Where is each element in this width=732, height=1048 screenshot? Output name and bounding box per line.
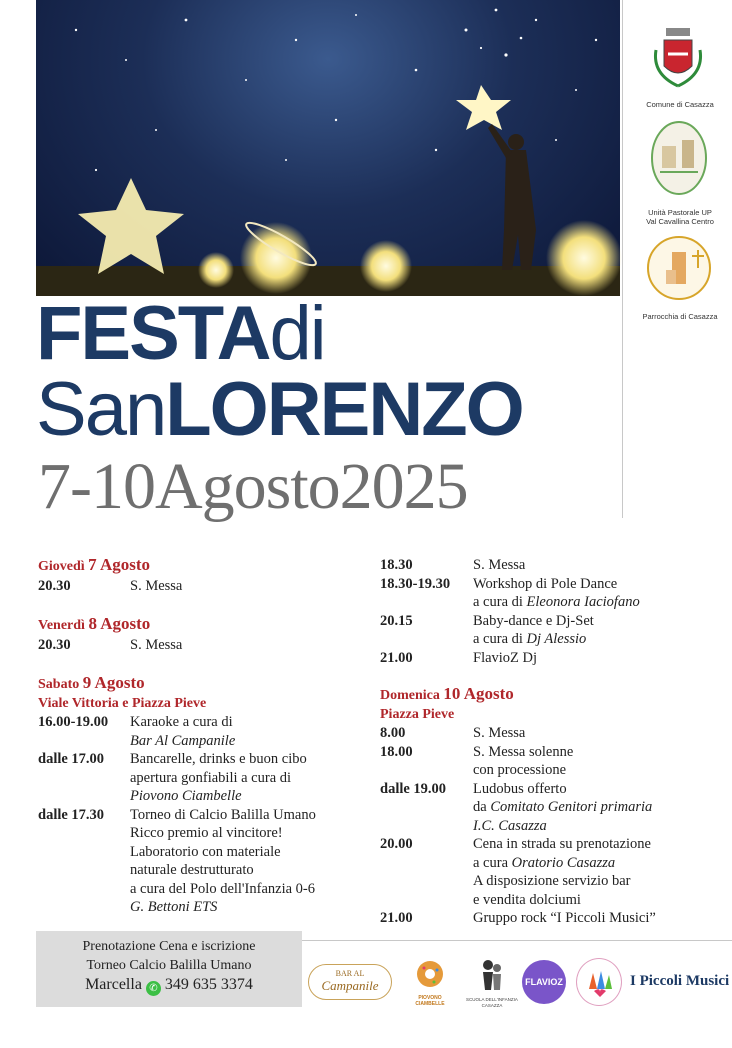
- comune-caption: Comune di Casazza: [646, 100, 714, 109]
- row-time: 21.00: [380, 649, 413, 666]
- day-heading: [38, 615, 378, 636]
- row-event: S. Messa: [130, 636, 183, 653]
- starry-sky-illustration: [36, 0, 620, 296]
- unita-caption: Unità Pastorale UP Val Cavallina Centro: [646, 208, 714, 227]
- schedule-row: [38, 636, 378, 655]
- booking-line-2: Torneo Calcio Balilla Umano: [86, 958, 252, 973]
- row-event: Ludobus offerto da Comitato Genitori primaria I.C. Casazza: [473, 780, 653, 834]
- comune-crest-icon: [650, 26, 706, 92]
- schedule-row: [380, 724, 730, 743]
- day-date: 9 Agosto: [82, 673, 145, 692]
- row-event: FlavioZ Dj: [473, 649, 538, 666]
- row-event: S. Messa: [473, 725, 526, 741]
- day-heading: [38, 674, 378, 695]
- horizontal-divider: [302, 940, 732, 941]
- day-heading: [38, 556, 378, 577]
- donut-icon: [410, 958, 450, 990]
- contact-phone[interactable]: 349 635 3374: [164, 976, 253, 993]
- row-time: 20.00: [380, 836, 413, 852]
- sponsor-bar-campanile: BAR AL Campanile: [308, 964, 392, 1000]
- row-time: 18.30: [380, 557, 413, 573]
- sponsor-scuola-infanzia: SCUOLA DELL'INFANZIA CASAZZA: [466, 958, 518, 1008]
- row-time: 21.00: [380, 910, 413, 926]
- vertical-divider: [622, 0, 623, 518]
- schedule-row: [380, 649, 730, 668]
- sponsor-flavioz-dj: FLAVIOZ DJ: [522, 960, 566, 1004]
- title-di: di: [269, 291, 325, 376]
- row-time: 18.00: [380, 743, 413, 760]
- day-heading: [380, 685, 730, 706]
- weekday: Domenica: [380, 688, 440, 703]
- row-time: dalle 17.30: [38, 806, 105, 823]
- row-event: S. Messa: [473, 557, 526, 573]
- schedule-row: [38, 750, 378, 806]
- title-line-1: [36, 291, 325, 376]
- row-time: 8.00: [380, 725, 406, 741]
- row-event: Cena in strada su prenotazione a cura Oratorio Casazza A disposizione servizio bar e vendita dolciumi: [473, 836, 651, 908]
- row-event: Torneo di Calcio Balilla Umano Ricco premio al vincitore! Laboratorio con materiale naturale destrutturato a cura del Polo dell'Infanzia 0-6 G. Bettoni ETS: [130, 806, 316, 915]
- row-time: 20.30: [38, 636, 71, 653]
- row-event: S. Messa solenne con processione: [473, 743, 574, 778]
- row-time: dalle 17.00: [38, 751, 105, 767]
- title-festa: FESTA: [36, 291, 270, 376]
- row-event: Workshop di Pole Dance a cura di Eleonora Iaciofano: [473, 575, 640, 610]
- schedule-left: [38, 556, 378, 917]
- contact-name: Marcella: [85, 976, 142, 993]
- row-time: 18.30-19.30: [380, 575, 451, 592]
- parrocchia-caption: Parrocchia di Casazza: [642, 312, 718, 321]
- weekday: Giovedì: [38, 559, 85, 574]
- row-event: Gruppo rock “I Piccoli Musici”: [473, 910, 656, 926]
- schedule-row: [38, 806, 378, 917]
- booking-box: [36, 931, 302, 1007]
- sponsor-strip: [308, 956, 732, 1031]
- row-time: 16.00-19.00: [38, 714, 109, 730]
- schedule-row: [380, 556, 730, 575]
- schedule-row: [380, 835, 730, 909]
- row-event: Karaoke a cura di Bar Al Campanile: [130, 714, 236, 749]
- hands-heart-icon: [577, 959, 623, 1007]
- schedule-row: [38, 713, 378, 750]
- parrocchia-icon: [646, 234, 712, 304]
- weekday: Sabato: [38, 677, 80, 692]
- schedule-row: [380, 743, 730, 780]
- day-place: Piazza Pieve: [380, 706, 455, 722]
- day-place: Viale Vittoria e Piazza Pieve: [38, 695, 207, 711]
- row-time: 20.30: [38, 577, 71, 594]
- title-dates: 7-10Agosto2025: [38, 450, 468, 523]
- title-lorenzo: LORENZO: [165, 367, 523, 452]
- schedule-row: [38, 577, 378, 596]
- row-event: Baby-dance e Dj-Set a cura di Dj Alessio: [473, 612, 594, 647]
- sponsor-comitato-genitori: [576, 958, 622, 1006]
- schedule-right: [380, 556, 730, 928]
- title-san: San: [36, 367, 166, 452]
- schedule-row: [380, 612, 730, 649]
- day-date: 7 Agosto: [88, 555, 151, 574]
- title-line-2: [36, 367, 523, 452]
- schedule-row: [380, 909, 730, 928]
- booking-line-1: Prenotazione Cena e iscrizione: [82, 939, 256, 954]
- sponsor-piovono-ciambelle: PIOVONO CIAMBELLE: [404, 958, 456, 1006]
- booking-contact: [36, 975, 302, 996]
- children-icon: [477, 958, 507, 992]
- day-date: 10 Agosto: [443, 684, 514, 703]
- day-date: 8 Agosto: [88, 614, 151, 633]
- row-time: dalle 19.00: [380, 780, 447, 797]
- row-time: 20.15: [380, 612, 413, 629]
- hero-illustration: [36, 0, 620, 296]
- whatsapp-icon: ✆: [146, 981, 161, 996]
- unita-pastorale-icon: [648, 116, 710, 198]
- row-event: S. Messa: [130, 577, 183, 594]
- schedule-row: [380, 780, 730, 836]
- row-event: Bancarelle, drinks e buon cibo apertura gonfiabili a cura di Piovono Ciambelle: [130, 751, 307, 804]
- weekday: Venerdì: [38, 618, 85, 633]
- sponsor-piccoli-musici: I Piccoli Musici: [630, 973, 730, 989]
- schedule-row: [380, 575, 730, 612]
